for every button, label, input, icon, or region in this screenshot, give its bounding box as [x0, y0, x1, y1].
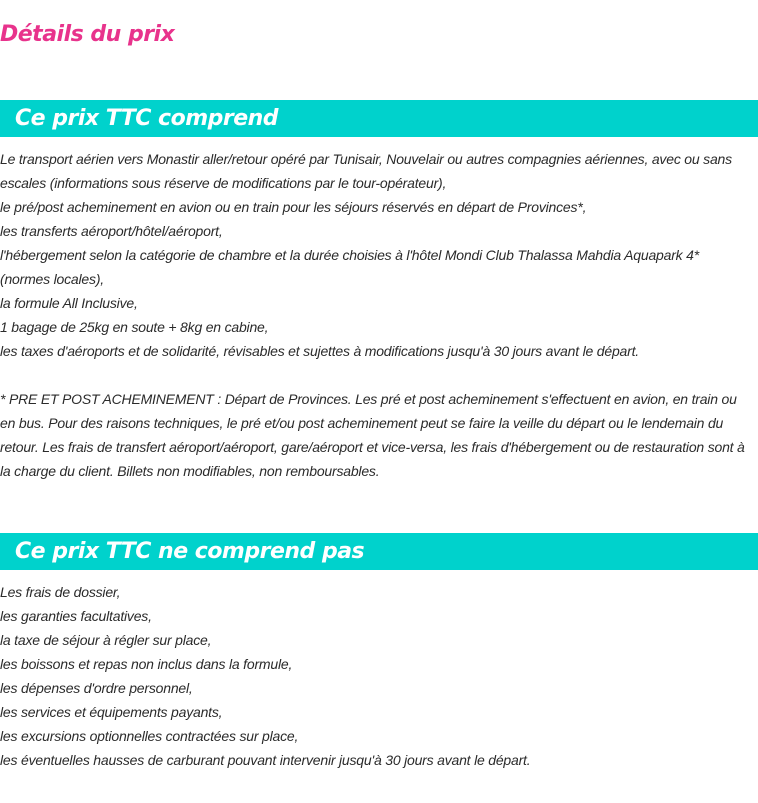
- includes-item: les transferts aéroport/hôtel/aéroport,: [0, 223, 223, 239]
- excludes-item: les excursions optionnelles contractées sur place,: [0, 728, 299, 744]
- includes-item: le pré/post acheminement en avion ou en train pour les séjours réservés en départ de Provinces*,: [0, 199, 587, 215]
- includes-item: les taxes d'aéroports et de solidarité, révisables et sujettes à modifications jusqu'à 30 jours avant le départ.: [0, 343, 639, 359]
- excludes-item: les boissons et repas non inclus dans la formule,: [0, 656, 293, 672]
- acheminement-note: * PRE ET POST ACHEMINEMENT : Départ de Provinces. Les pré et post acheminement s'effectuent en avion, en train ou en bus. Pour des raisons techniques, le pré et/ou post acheminement peut se faire la veille du départ ou le lendemain du retour. Les frais de transfert aéroport/aéroport, gare/aéroport et vice-versa, les frais d'hébergement ou de restauration sont à la charge du client. Billets non modifiables, non remboursables.: [0, 391, 745, 479]
- excludes-item: Les frais de dossier,: [0, 584, 121, 600]
- includes-section-header: Ce prix TTC comprend: [0, 100, 758, 137]
- excludes-item: les services et équipements payants,: [0, 704, 223, 720]
- includes-item: l'hébergement selon la catégorie de chambre et la durée choisies à l'hôtel Mondi Club Thalassa Mahdia Aquapark 4* (normes locales),: [0, 247, 699, 287]
- includes-item: 1 bagage de 25kg en soute + 8kg en cabine,: [0, 319, 269, 335]
- excludes-item: les éventuelles hausses de carburant pouvant intervenir jusqu'à 30 jours avant le départ.: [0, 752, 531, 768]
- includes-list: [0, 147, 752, 363]
- excludes-item: les garanties facultatives,: [0, 608, 152, 624]
- includes-item: Le transport aérien vers Monastir aller/retour opéré par Tunisair, Nouvelair ou autres compagnies aériennes, avec ou sans escales (informations sous réserve de modifications par le tour-opérateur),: [0, 151, 732, 191]
- includes-item: la formule All Inclusive,: [0, 295, 138, 311]
- excludes-item: la taxe de séjour à régler sur place,: [0, 632, 212, 648]
- excludes-item: les dépenses d'ordre personnel,: [0, 680, 193, 696]
- page-title: Détails du prix: [0, 22, 175, 47]
- excludes-list: [0, 580, 752, 772]
- excludes-section-header: Ce prix TTC ne comprend pas: [0, 533, 758, 570]
